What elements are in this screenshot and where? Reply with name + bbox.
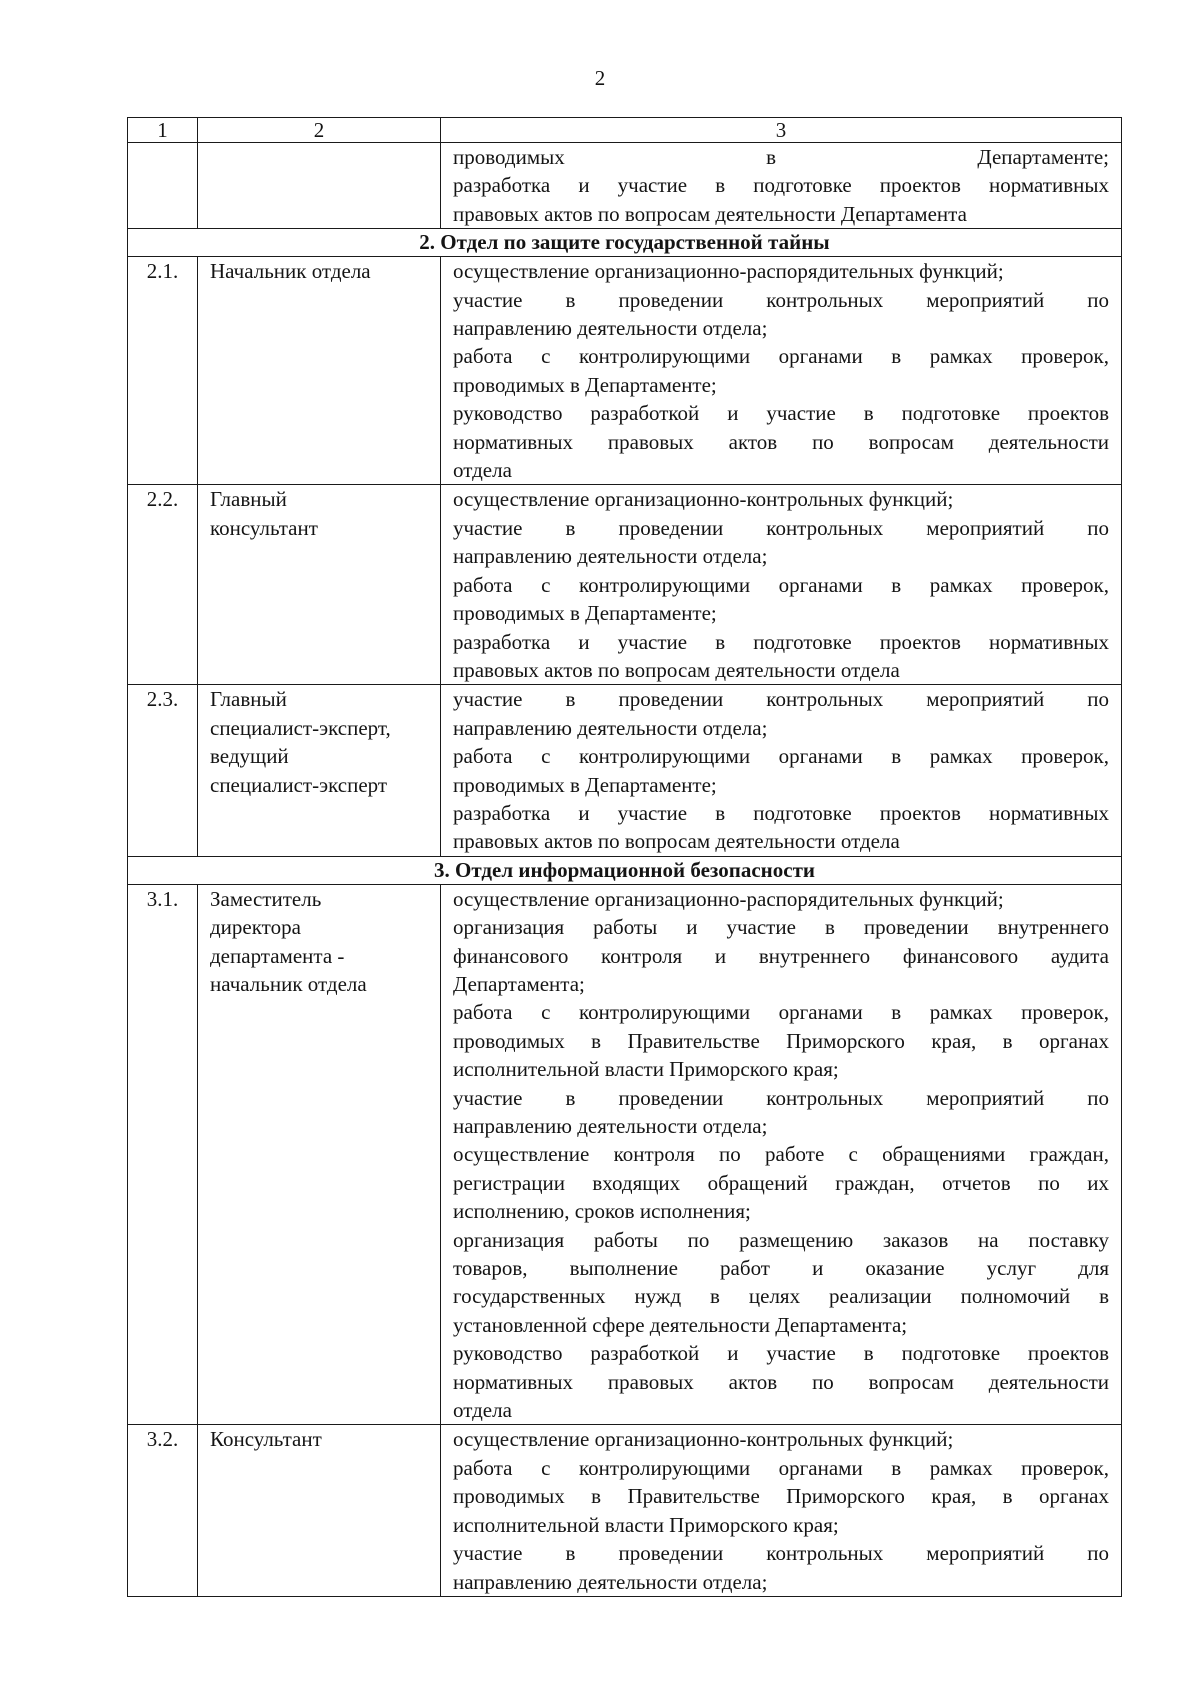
duty-line: проводимых в Правительстве Приморского края, в органах xyxy=(453,1028,1109,1053)
position-line: начальник отдела xyxy=(210,971,367,996)
table-row xyxy=(128,685,1122,856)
position-line: Консультант xyxy=(210,1427,322,1452)
duty-line: осуществление организационно-распорядительных функций; xyxy=(453,886,1004,911)
duty-line: государственных нужд в целях реализации полномочий в xyxy=(453,1284,1109,1309)
row-number-cell: 2.2. xyxy=(128,485,198,685)
position-cell xyxy=(198,257,441,485)
row-number-cell: 3.1. xyxy=(128,884,198,1425)
position-cell xyxy=(198,143,441,229)
duty-line: осуществление контроля по работе с обращениями граждан, xyxy=(453,1142,1109,1167)
duty-line: направлению деятельности отдела; xyxy=(453,544,768,569)
duty-line: руководство разработкой и участие в подготовке проектов xyxy=(453,1341,1109,1366)
duty-line: исполнительной власти Приморского края; xyxy=(453,1057,839,1082)
header-cell: 2 xyxy=(198,118,441,143)
duty-line: товаров, выполнение работ и оказание услуг для xyxy=(453,1256,1109,1281)
duty-line: участие в проведении контрольных мероприятий по xyxy=(453,515,1109,540)
table-header-row xyxy=(128,118,1122,143)
duty-line: осуществление организационно-контрольных функций; xyxy=(453,1427,954,1452)
row-number-cell: 3.2. xyxy=(128,1425,198,1596)
duty-line: работа с контролирующими органами в рамках проверок, xyxy=(453,572,1109,597)
position-line: Начальник отдела xyxy=(210,259,371,284)
duty-line: работа с контролирующими органами в рамках проверок, xyxy=(453,344,1109,369)
table-row xyxy=(128,1425,1122,1596)
table-row xyxy=(128,485,1122,685)
duty-line: отдела xyxy=(453,1398,512,1423)
duty-line: регистрации входящих обращений граждан, отчетов по их xyxy=(453,1170,1109,1195)
position-line: специалист-эксперт xyxy=(210,772,388,797)
duty-line: участие в проведении контрольных мероприятий по xyxy=(453,287,1109,312)
section-title: 2. Отдел по защите государственной тайны xyxy=(128,229,1122,257)
duties-cell xyxy=(441,485,1122,685)
duty-line: организация работы по размещению заказов на поставку xyxy=(453,1227,1109,1252)
position-cell xyxy=(198,685,441,856)
position-line: Заместитель xyxy=(210,886,322,911)
duty-line: участие в проведении контрольных мероприятий по xyxy=(453,687,1109,712)
row-number-cell: 2.1. xyxy=(128,257,198,485)
position-cell xyxy=(198,1425,441,1596)
duty-line: организация работы и участие в проведении внутреннего xyxy=(453,915,1109,940)
duties-cell xyxy=(441,143,1122,229)
duties-cell xyxy=(441,257,1122,485)
header-cell: 1 xyxy=(128,118,198,143)
position-line: ведущий xyxy=(210,744,289,769)
duty-line: осуществление организационно-контрольных функций; xyxy=(453,487,954,512)
duty-line: работа с контролирующими органами в рамках проверок, xyxy=(453,1455,1109,1480)
duty-line: участие в проведении контрольных мероприятий по xyxy=(453,1541,1109,1566)
duty-line: проводимых в Правительстве Приморского края, в органах xyxy=(453,1484,1109,1509)
duty-line: установленной сфере деятельности Департамента; xyxy=(453,1312,908,1337)
duty-line: Департамента; xyxy=(453,971,585,996)
duty-line: исполнительной власти Приморского края; xyxy=(453,1512,839,1537)
position-line: специалист-эксперт, xyxy=(210,715,391,740)
continuation-row xyxy=(128,143,1122,229)
position-line: Главный xyxy=(210,487,287,512)
duty-line: работа с контролирующими органами в рамках проверок, xyxy=(453,744,1109,769)
section-header-row xyxy=(128,229,1122,257)
table-row xyxy=(128,884,1122,1425)
row-number-cell: 2.3. xyxy=(128,685,198,856)
duty-line: нормативных правовых актов по вопросам деятельности xyxy=(453,429,1109,454)
position-line: директора xyxy=(210,915,301,940)
section-header-row xyxy=(128,856,1122,884)
header-cell: 3 xyxy=(441,118,1122,143)
position-cell xyxy=(198,485,441,685)
page-number: 2 xyxy=(594,66,606,90)
duty-line: разработка и участие в подготовке проектов нормативных xyxy=(453,800,1109,825)
position-line: департамента - xyxy=(210,943,345,968)
duties-cell xyxy=(441,884,1122,1425)
duty-line: правовых актов по вопросам деятельности отдела xyxy=(453,657,900,682)
duty-line: правовых актов по вопросам деятельности Департамента xyxy=(453,201,967,226)
duty-line: отдела xyxy=(453,458,512,483)
duty-line: направлению деятельности отдела; xyxy=(453,1569,768,1594)
table-row xyxy=(128,257,1122,485)
duty-line: осуществление организационно-распорядительных функций; xyxy=(453,259,1004,284)
position-line: консультант xyxy=(210,515,318,540)
duties-table xyxy=(127,117,1122,1597)
duties-cell xyxy=(441,685,1122,856)
duties-cell xyxy=(441,1425,1122,1596)
duty-line: проводимых в Департаменте; xyxy=(453,145,1109,169)
duty-line: проводимых в Департаменте; xyxy=(453,372,717,397)
duty-line: проводимых в Департаменте; xyxy=(453,601,717,626)
duty-line: разработка и участие в подготовке проектов нормативных xyxy=(453,629,1109,654)
row-number-cell xyxy=(128,143,198,229)
duty-line: направлению деятельности отдела; xyxy=(453,715,768,740)
duty-line: участие в проведении контрольных мероприятий по xyxy=(453,1085,1109,1110)
position-cell xyxy=(198,884,441,1425)
duty-line: руководство разработкой и участие в подготовке проектов xyxy=(453,401,1109,426)
duty-line: нормативных правовых актов по вопросам деятельности xyxy=(453,1369,1109,1394)
duty-line: разработка и участие в подготовке проектов нормативных xyxy=(453,173,1109,198)
duty-line: финансового контроля и внутреннего финансового аудита xyxy=(453,943,1109,968)
duty-line: направлению деятельности отдела; xyxy=(453,1114,768,1138)
duty-line: исполнению, сроков исполнения; xyxy=(453,1199,751,1224)
section-title: 3. Отдел информационной безопасности xyxy=(128,856,1122,884)
duty-line: правовых актов по вопросам деятельности отдела xyxy=(453,829,900,854)
duty-line: направлению деятельности отдела; xyxy=(453,316,768,341)
position-line: Главный xyxy=(210,687,287,712)
duty-line: работа с контролирующими органами в рамках проверок, xyxy=(453,1000,1109,1025)
duty-line: проводимых в Департаменте; xyxy=(453,772,717,797)
